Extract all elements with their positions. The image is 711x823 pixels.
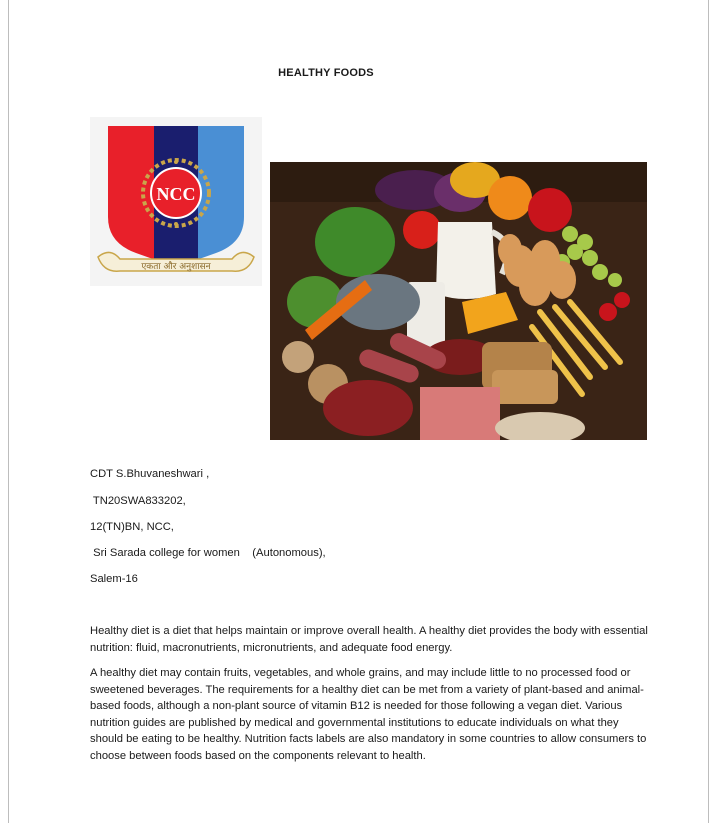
lettuce-image	[315, 207, 395, 277]
emblem-ncc-text: NCC	[156, 184, 196, 204]
orange-image	[488, 176, 532, 220]
cadet-name: CDT S.Bhuvaneshwari ,	[90, 468, 210, 480]
mushroom-image	[282, 341, 314, 373]
healthy-food-photo	[270, 162, 647, 440]
tomato-image	[403, 211, 441, 249]
meat-cut-image	[420, 387, 500, 440]
page-edge-right	[708, 0, 709, 823]
cadet-college: Sri Sarada college for women (Autonomous),	[90, 547, 326, 559]
paragraph-details: A healthy diet may contain fruits, vegetables, and whole grains, and may include little to no processed food or sweetened beverages. The requirements for a healthy diet can be met from a variety of plant-based and animal-based foods, although a non-plant source of vitamin B12 is needed for those following a vegan diet. Various nutrition guides are published by medical and governmental institutions to educate individuals on what they should be eating to be healthy. Nutrition facts labels are also mandatory in some countries to allow consumers to choose between foods based on the components relevant to health.	[90, 667, 647, 762]
ncc-logo	[90, 117, 262, 286]
cadet-regimental-number: TN20SWA833202,	[90, 495, 186, 507]
apple-image	[528, 188, 572, 232]
steak-image	[323, 380, 413, 436]
cadet-city: Salem-16	[90, 573, 138, 585]
shield-blue-band	[198, 126, 244, 271]
cadet-unit: 12(TN)BN, NCC,	[90, 521, 174, 533]
page-edge-left	[8, 0, 9, 823]
motto-text: एकता और अनुशासन	[141, 262, 211, 272]
page-title: HEALTHY FOODS	[278, 67, 374, 79]
shield-red-band	[108, 126, 154, 271]
paragraph-intro: Healthy diet is a diet that helps maintain or improve overall health. A healthy diet provides the body with essential nutrition: fluid, macronutrients, micronutrients, and adequate food energy.	[90, 625, 648, 654]
